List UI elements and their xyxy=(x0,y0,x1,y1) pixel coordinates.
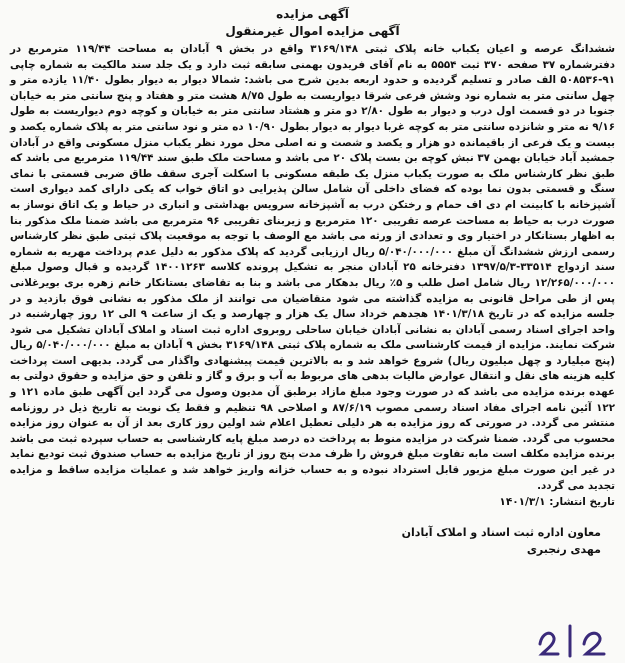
signature-block xyxy=(10,524,615,558)
signature-name: مهدی رنجبری xyxy=(526,543,601,557)
handwritten-mark xyxy=(532,614,622,660)
notice-title: آگهی مزایده xyxy=(276,7,349,21)
notice-body: ششدانگ عرصه و اعیان یکباب خانه پلاک ثبتی ۳۱۶۹/۱۴۸ واقع در بخش ۹ آبادان به مساحت ۱۱۹/۴۴ مترمربع در دفترشماره ۳۷ صفحه ۳۷۰ ثبت ۵۵۵۴ به نام آقای فریدون بهمنی سابقه ثبت دارد و یک جلد سند مالکیت به شماره چاپی ۹۱-۵۰۸۵۳۶ الف صادر و تسلیم گردیده و حدود اربعه بدین شرح می باشد: شمالا دیوار به دیوار بطول ۱۱/۴۰ یازده متر و چهل سانتی متر به شماره نود وشش فرعی شرقا دیواریست به طول ۸/۷۵ هشت متر و هفتاد و پنج سانتی متر به خیابان جنوبا در دو قسمت اول درب و دیوار به طول ۲/۸۰ دو متر و هشتاد سانتی متر به خیابان و کوچه دوم دیواریست به طول ۹/۱۶ نه متر و شانزده سانتی متر به کوچه غربا دیوار به دیوار بطول ۱۰/۹۰ ده متر و نود سانتی متر به پلاک شماره یکصد و بیست و یک فرعی از باقیمانده دو هزار و یکصد و شصت و نه اصلی محل مورد نظر یکباب منزل مسکونی واقع در آبادان جمشید آباد خیابان بهمن ۳۷ نبش کوچه بن بست پلاک ۲۰ می باشد و مساحت ملک طبق سند ۱۱۹/۴۴ مترمربع می باشد که طبق نظر کارشناس ملک به صورت یکباب منزل یک طبقه مسکونی با اسکلت آجری سقف طاق ضربی قسمتی با نمای سنگ و قسمتی بدون نما بوده که فضای داخلی آن شامل سالن پذیرایی دو اتاق خواب که یکی دارای کمد دیواری است آشپزخانه با کابینت ام دی اف حمام و رختکن درب به آشپزخانه سرویس بهداشتی و انباری در حیاط و یک اتاق نوساز به صورت درب به حیاط به مساحت عرصه تقریبی ۱۲۰ مترمربع و زیربنای تقریبی ۹۶ مترمربع می باشد ضمنا ملک مذکور بنا به اظهار بستانکار در اختیار وی و تعدادی از ورثه می باشد مع الوصف با توجه به موقعیت پلاک ثبتی طبق نظر کارشناس رسمی ارزش ششدانگ آن مبلغ ۵/۰۴۰/۰۰۰/۰۰۰ ریال ارزیابی گردید که پلاک مذکور به دلیل عدم پرداخت مهریه به شماره سند ازدواج ۳۳۵۱۴-۱۳۹۷/۵/۳ دفترخانه ۲۵ آبادان منجر به تشکیل پرونده کلاسه ۱۴۰۰۱۲۶۳ گردیده و قبال وصول مبلغ ۱۲/۲۶۵/۰۰۰/۰۰۰ ریال شامل اصل طلب و ۵٪ ریال بدهکار می باشد و بنا به تقاضای بستانکار خانم زهره بری بویرغلانی پس از طی مراحل قانونی به مزایده گذاشته می شود متقاضیان می توانند از ملک مذکور به نشانی فوق بازدید و در جلسه مزایده که در تاریخ ۱۴۰۱/۳/۱۸ هجدهم خرداد سال یک هزار و چهارصد و یک از ساعت ۹ الی ۱۲ روز چهارشنبه در واحد اجرای اسناد رسمی آبادان به نشانی آبادان خیابان ساحلی روبروی اداره ثبت اسناد و املاک آبادان تشکیل می شود شرکت نمایند. مزایده از قیمت کارشناسی ملک به شماره پلاک ثبتی ۳۱۶۹/۱۴۸ بخش ۹ آبادان به مبلغ ۵/۰۴۰/۰۰۰/۰۰۰ ریال (پنج میلیارد و چهل میلیون ریال) شروع خواهد شد و به بالاترین قیمت پیشنهادی واگذار می گردد. بدیهی است پرداخت کلیه هزینه های نقل و انتقال عوارض مالیات بدهی های مربوط به آب و برق و گاز و تلفن و حق مزایده و حقوق دولتی به عهده برنده مزایده می باشد که در صورت وجود مبلغ مازاد برطبق آن مدیون وصول می گردد این آگهی طبق ماده ۱۲۱ و ۱۲۲ آئین نامه اجرای مفاد اسناد رسمی مصوب ۸۷/۶/۱۹ و اصلاحی ۹۸ تنظیم و فقط یک نوبت به تاریخ ذیل در روزنامه منتشر می گردد. در صورتی که روز مزایده به هر دلیلی تعطیل اعلام شد اولین روز کاری بعد از آن به عنوان روز مزایده محسوب می گردد. ضمنا شرکت در مزایده منوط به پرداخت ده درصد مبلغ پایه کارشناسی به حساب سپرده ثبت می باشد برنده مزایده مکلف است مابه تفاوت مبلغ فروش را ظرف مدت پنج روز از تاریخ مزایده به حساب صندوق ثبت تودیع نماید در غیر این صورت مبلغ مزبور قابل استرداد نبوده و به حساب خزانه واریز خواهد شد و عملیات مزایده ساقط و مزایده تجدید می گردد. xyxy=(10,43,616,492)
publication-date: تاریخ انتشار: ۱۴۰۱/۳/۱ xyxy=(499,496,615,509)
notice-subtitle: آگهی مزایده اموال غیرمنقول xyxy=(225,24,400,38)
signature-title: معاون اداره ثبت اسناد و املاک آبادان xyxy=(401,526,601,540)
